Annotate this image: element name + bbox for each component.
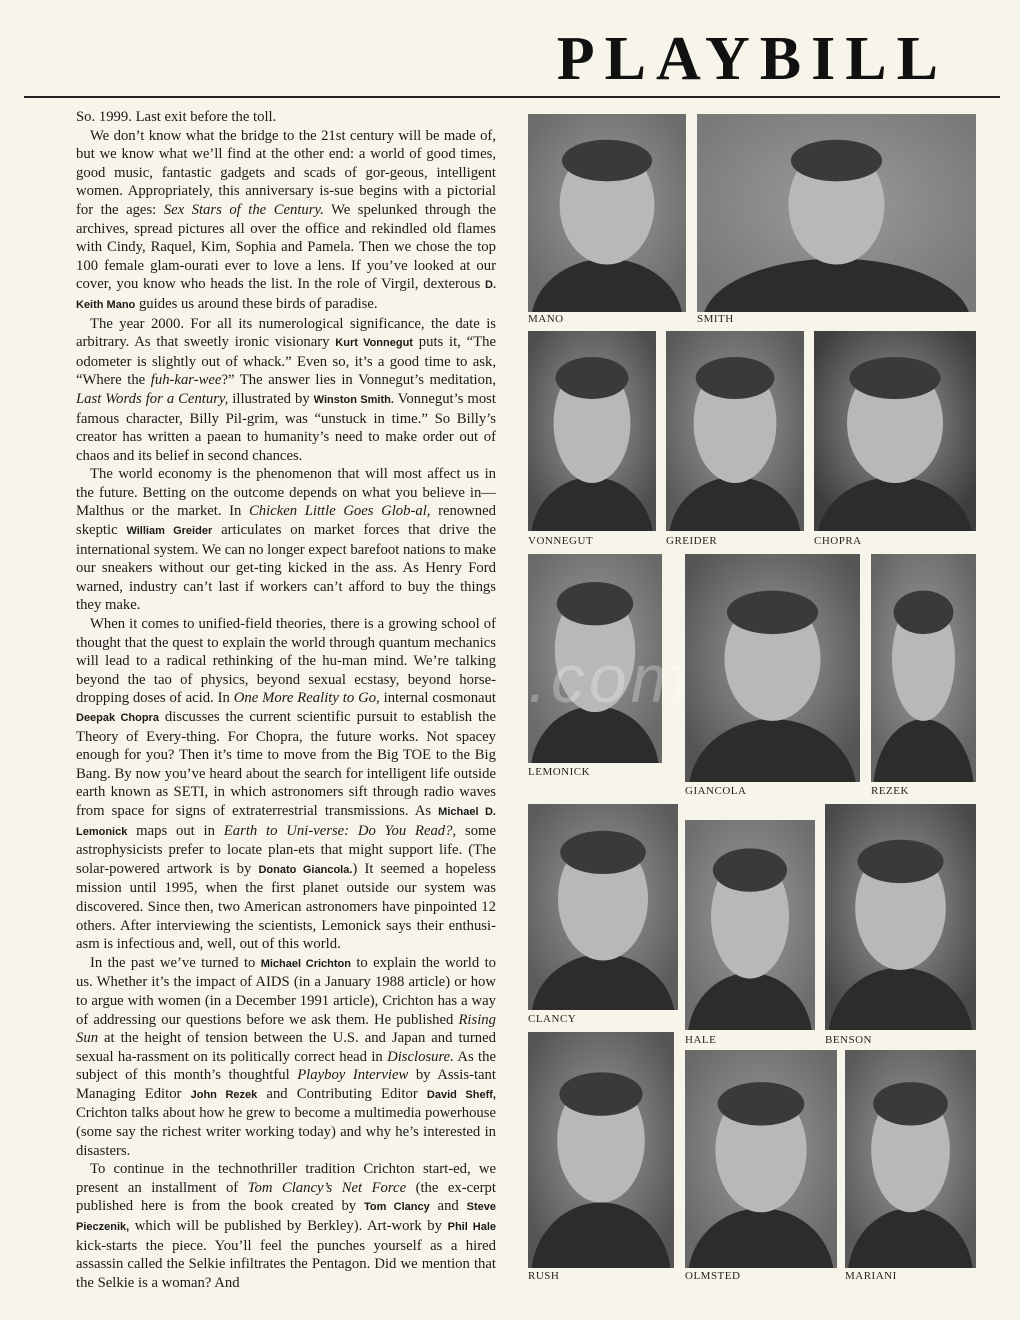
italic-title: fuh-kar-wee — [150, 372, 222, 389]
text-run: As the subject of this month’s thoughtful — [76, 1048, 496, 1084]
contributor-name: Kurt Vonnegut — [335, 337, 413, 350]
article-paragraph — [76, 615, 496, 954]
contributor-name: Donato Giancola. — [258, 863, 353, 876]
contributor-name: Winston Smith. — [313, 393, 394, 406]
contributor-name: Phil Hale — [447, 1221, 496, 1234]
article-body — [76, 108, 496, 1292]
text-run: by Assis-tant Managing Editor — [76, 1067, 496, 1102]
contributor-photo — [685, 820, 815, 1030]
text-run: illustrated by — [228, 390, 314, 407]
text-run: internal cosmonaut — [379, 690, 496, 707]
text-run: Vonnegut’s most famous character, Billy Pil-grim, was “unstuck in time.” So Billy’s creator has written a paean to humanity’s need to make order out of chaos and its belief in second chances. — [76, 390, 496, 464]
photo-caption: CHOPRA — [814, 535, 862, 547]
article-paragraph — [76, 954, 496, 1161]
text-run: The world economy is the phenomenon that will most affect us in the future. Betting on the outcome depends on what you believe in—Malthus or the market. In — [76, 466, 496, 520]
text-run: articulates on market forces that drive the international system. We can no longer expect barefoot nations to make our sneakers without our get-ting kicked in the ass. As Henry Ford warned, industry can’t last if workers can’t afford to buy the things they make. — [76, 522, 497, 614]
contributor-name: Tom Clancy — [363, 1201, 430, 1214]
watermark: .com — [528, 641, 692, 717]
contributor-name: D. Keith Mano — [76, 279, 496, 311]
text-run: discusses the current scientific pursuit to establish the Theory of Every-thing. For Chopra, the future works. Not spacey enough for you? Then it’s time to move from the Big TOE to the Big Bang. By now you’ve heard about the search for intelligent life outside earth known as SETI, in which astronomers sift through radio waves from space for signs of extraterrestrial transmissions. As — [76, 709, 496, 819]
contributor-name: David Sheff, — [426, 1088, 496, 1101]
contributor-photo — [528, 114, 686, 312]
photo-caption: REZEK — [871, 785, 909, 797]
italic-title: Rising Sun — [76, 1011, 496, 1047]
text-run: puts it, “The odometer is slightly out of whack.” Even so, it’s a good time to ask, “Where the — [76, 334, 496, 389]
text-run: maps out in — [127, 822, 224, 839]
contributor-photo — [528, 331, 656, 531]
contributor-name: Michael D. Lemonick — [76, 805, 496, 838]
text-run: to explain the world to us. Whether it’s the impact of AIDS (in a January 1988 article) or how to argue with women (in a December 1991 article), Crichton has a way of addressing our questions before we ask them. He published — [76, 954, 496, 1028]
text-run: at the height of tension between the U.S. and Japan and turned sexual ha-rassment on its politically correct head in — [76, 1030, 496, 1065]
contributor-photo — [528, 1032, 674, 1268]
text-run: and Contributing Editor — [257, 1085, 427, 1102]
photo-caption: GREIDER — [666, 535, 718, 547]
text-run: kick-starts the piece. You’ll feel the punches yourself as a hired assassin called the Selkie infiltrates the Pentagon. Did we mention that the Selkie is a woman? And — [76, 1237, 496, 1291]
contributor-name: Michael Crichton — [260, 957, 351, 970]
contributor-name: William Greider — [126, 525, 213, 538]
text-run: guides us around these birds of paradise. — [135, 295, 378, 312]
text-run: which will be published by Berkley). Art-work by — [129, 1218, 448, 1235]
text-run: We spelunked through the archives, spread pictures all over the office and rekindled old flames with Cindy, Raquel, Kim, Sophia and Pamela. Then we chose the top 100 female glam-ourati ever to love a lens. If you’ve looked at our cover, you know who heads the list. In the role of Virgil, dexterous — [76, 201, 496, 293]
italic-title: Sex Stars of the Century. — [163, 201, 324, 218]
italic-title: Playboy Interview — [297, 1067, 409, 1084]
text-run: The year 2000. For all its numerological significance, the date is arbitrary. As that sweetly ironic visionary — [76, 315, 496, 351]
photo-caption: HALE — [685, 1034, 717, 1046]
italic-title: Earth to Uni-verse: Do You Read?, — [223, 822, 457, 839]
text-run: renowned skeptic — [76, 503, 496, 539]
text-run: So. 1999. Last exit before the toll. — [76, 109, 277, 125]
text-run: In the past we’ve turned to — [90, 954, 261, 971]
article-paragraph — [76, 108, 496, 127]
italic-title: Last Words for a Century, — [76, 390, 229, 407]
photo-caption: SMITH — [697, 313, 734, 325]
contributor-photo — [666, 331, 804, 531]
italic-title: One More Reality to Go, — [233, 690, 380, 707]
photo-caption: VONNEGUT — [528, 535, 594, 547]
article-paragraph — [76, 465, 496, 615]
article-paragraph — [76, 315, 496, 466]
photo-caption: MARIANI — [845, 1270, 897, 1282]
photo-caption: LEMONICK — [528, 766, 591, 778]
photo-caption: CLANCY — [528, 1013, 577, 1025]
text-run: and — [429, 1198, 467, 1215]
contributor-name: Steve Pieczenik, — [76, 1201, 496, 1234]
contributor-photo — [685, 1050, 837, 1268]
photo-caption: GIANCOLA — [685, 785, 747, 797]
contributor-photo — [871, 554, 976, 782]
text-run: some astrophysicists prefer to locate plan-ets that might support life. (The solar-powered artwork is by — [76, 822, 496, 877]
article-paragraph — [76, 127, 496, 315]
text-run: When it comes to unified-field theories, there is a growing school of thought that the quest to explain the world through quantum mechanics will lead to a radical rethinking of the hu-man mind. We’re talking beyond the tao of physics, beyond sexual ecstasy, beyond horse-dropping doses of acid. In — [76, 616, 496, 707]
italic-title: Tom Clancy’s Net Force — [247, 1179, 407, 1196]
text-run: We don’t know what the bridge to the 21st century will be made of, but we know what we’ll find at the other end: a world of good times, good music, fantastic gadgets and scads of gor-geous, intelligent women. Appropriately, this anniversary is-sue begins with a pictorial for the ages: — [76, 127, 496, 218]
contributor-name: John Rezek — [190, 1088, 258, 1101]
italic-title: Chicken Little Goes Glob-al, — [249, 503, 431, 520]
photo-caption: OLMSTED — [685, 1270, 741, 1282]
photo-caption: BENSON — [825, 1034, 873, 1046]
italic-title: Disclosure. — [387, 1048, 454, 1065]
text-run: To continue in the technothriller tradition Crichton start-ed, we present an installment of — [76, 1161, 496, 1196]
contributor-photo — [685, 554, 860, 782]
contributor-photo — [528, 804, 678, 1010]
page-title: PLAYBILL — [556, 25, 948, 93]
text-run: ) It seemed a hopeless mission until 1995, when the first planet outside our system was discovered. Since then, two American astronomers have pinpointed 12 others. After interviewing the scientists, Lemonick says their enthusi-asm is infectious and, well, out of this world. — [76, 860, 496, 953]
text-run: ?” The answer lies in Vonnegut’s meditation, — [221, 372, 496, 389]
contributor-photo — [697, 114, 976, 312]
article-paragraph — [76, 1160, 496, 1292]
contributor-photo — [845, 1050, 976, 1268]
text-run: Crichton talks about how he grew to become a multimedia powerhouse (some say the richest writer working today) and why he’s interested in disasters. — [76, 1105, 496, 1159]
photo-caption: RUSH — [528, 1270, 560, 1282]
header-rule — [24, 96, 1000, 98]
contributor-name: Deepak Chopra — [76, 712, 159, 724]
text-run: (the ex-cerpt published here is from the book created by — [76, 1179, 496, 1215]
photo-caption: MANO — [528, 313, 564, 325]
contributor-photo — [814, 331, 976, 531]
contributor-photo — [825, 804, 976, 1030]
